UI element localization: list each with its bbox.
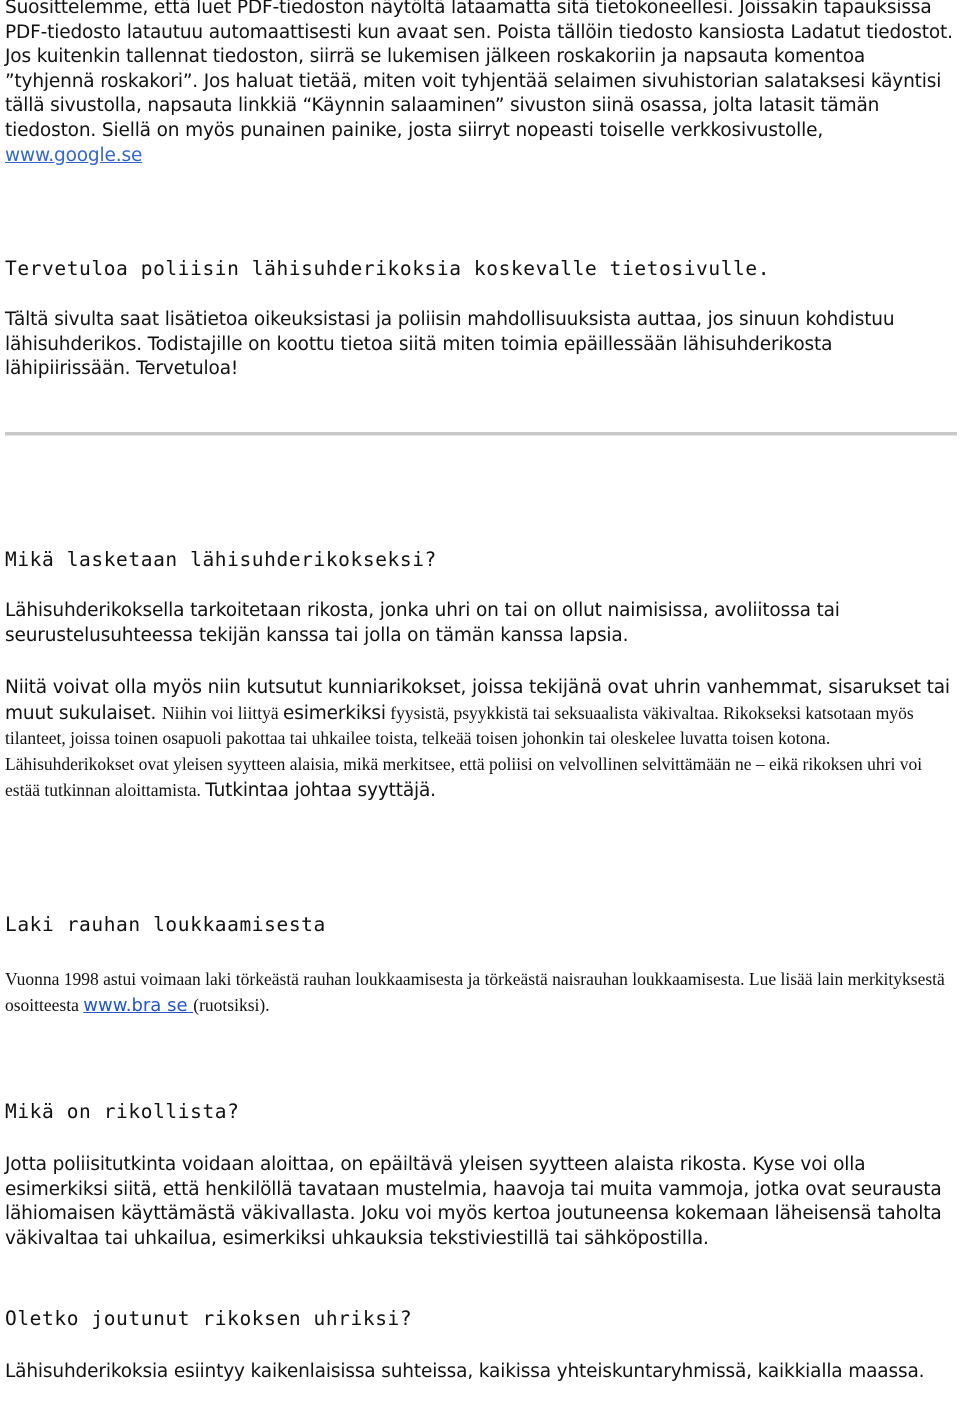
law-paragraph	[5, 966, 955, 1019]
crime-paragraph: Jotta poliisitutkinta voidaan aloittaa, on epäiltävä yleisen syytteen alaista rikosta. Kyse voi olla esimerkiksi siitä, että henkilöllä tavataan mustelmia, haavoja tai muita vammoja, jotka ovat seurausta lähiomaisen käyttämästä väkivallasta. Joku voi myös kertoa joutuneensa kokemaan läheisensä taholta väkivaltaa tai uhkailua, esimerkiksi uhkauksia tekstiviestillä tai sähköpostilla.	[5, 1154, 942, 1249]
intro-text: Suosittelemme, että luet PDF-tiedoston näytöltä lataamatta sitä tietokoneellesi. Joissakin tapauksissa PDF-tiedosto latautuu automaattisesti kun avaat sen. Poista tällöin tiedosto kansiosta Ladatut tiedostot. Jos kuitenkin tallennat tiedoston, siirrä se lukemisen jälkeen roskakoriin ja napsauta komentoa ”tyhjennä roskakori”. Jos haluat tietää, miten voit tyhjentää selaimen sivuhistorian salataksesi käyntisi tällä sivustolla, napsauta linkkiä “Käynnin salaaminen” sivuston siinä osassa, jolta latasit tämän tiedoston. Siellä on myös punainen painike, josta siirryt nopeasti toiselle verkkosivustolle,	[5, 0, 953, 141]
google-link[interactable]: www.google.se	[5, 144, 143, 166]
law-section	[5, 912, 955, 1019]
victim-heading: Oletko joutunut rikoksen uhriksi?	[5, 1307, 413, 1330]
definition-text-e: Tutkintaa johtaa syyttäjä.	[205, 779, 436, 801]
definition-section	[5, 547, 955, 803]
law-heading: Laki rauhan loukkaamisesta	[5, 913, 326, 936]
definition-paragraph-2	[5, 676, 955, 803]
law-text-a: Vuonna 1998 astui voimaan laki törkeästä rauhan loukkaamisesta ja törkeästä naisrauhan loukkaamisesta. Lue lisää lain merkityksestä osoitteesta	[5, 969, 945, 1015]
bra-link[interactable]: www.bra se	[83, 995, 194, 1016]
crime-section	[5, 1099, 955, 1251]
intro-paragraph	[5, 0, 955, 168]
welcome-section	[5, 256, 955, 382]
intro-section	[5, 0, 955, 168]
definition-text-d: fyysistä, psyykkistä tai seksuaalista väkivaltaa. Rikokseksi katsotaan myös tilanteet, joissa toinen osapuoli pakottaa tai uhkailee toista, telkeää toisen johonkin tai oleskelee luvatta toisen kotona. Lähisuhderikokset ovat yleisen syytteen alaisia, mikä merkitsee, että poliisi on velvollinen selvittämään ne – eikä rikoksen uhri voi estää tutkinnan aloittamista.	[5, 702, 923, 800]
horizontal-divider	[5, 432, 957, 436]
welcome-heading: Tervetuloa poliisin lähisuhderikoksia koskevalle tietosivulle.	[5, 257, 771, 280]
definition-heading: Mikä lasketaan lähisuhderikokseksi?	[5, 548, 437, 571]
law-text-b: (ruotsiksi).	[193, 995, 270, 1015]
definition-text-c: esimerkiksi	[283, 702, 386, 724]
crime-heading: Mikä on rikollista?	[5, 1100, 240, 1123]
definition-text-a: Niitä voivat olla myös niin kutsutut kunniarikokset, joissa tekijänä ovat uhrin vanhemmat, sisarukset tai muut sukulaiset.	[5, 677, 950, 724]
victim-paragraph: Lähisuhderikoksia esiintyy kaikenlaisissa suhteissa, kaikissa yhteiskuntaryhmissä, kaikkialla maassa.	[5, 1361, 925, 1382]
welcome-paragraph: Tältä sivulta saat lisätietoa oikeuksistasi ja poliisin mahdollisuuksista auttaa, jos sinuun kohdistuu lähisuhderikos. Todistajille on koottu tietoa siitä miten toimia epäillessään lähisuhderikosta lähipiirissään. Tervetuloa!	[5, 309, 895, 380]
definition-text-b: Niihin voi liittyä	[161, 702, 283, 723]
victim-section	[5, 1306, 955, 1385]
definition-paragraph-1: Lähisuhderikoksella tarkoitetaan rikosta, jonka uhri on tai on ollut naimisissa, avoliitossa tai seurustelusuhteessa tekijän kanssa tai jolla on tämän kanssa lapsia.	[5, 600, 840, 646]
